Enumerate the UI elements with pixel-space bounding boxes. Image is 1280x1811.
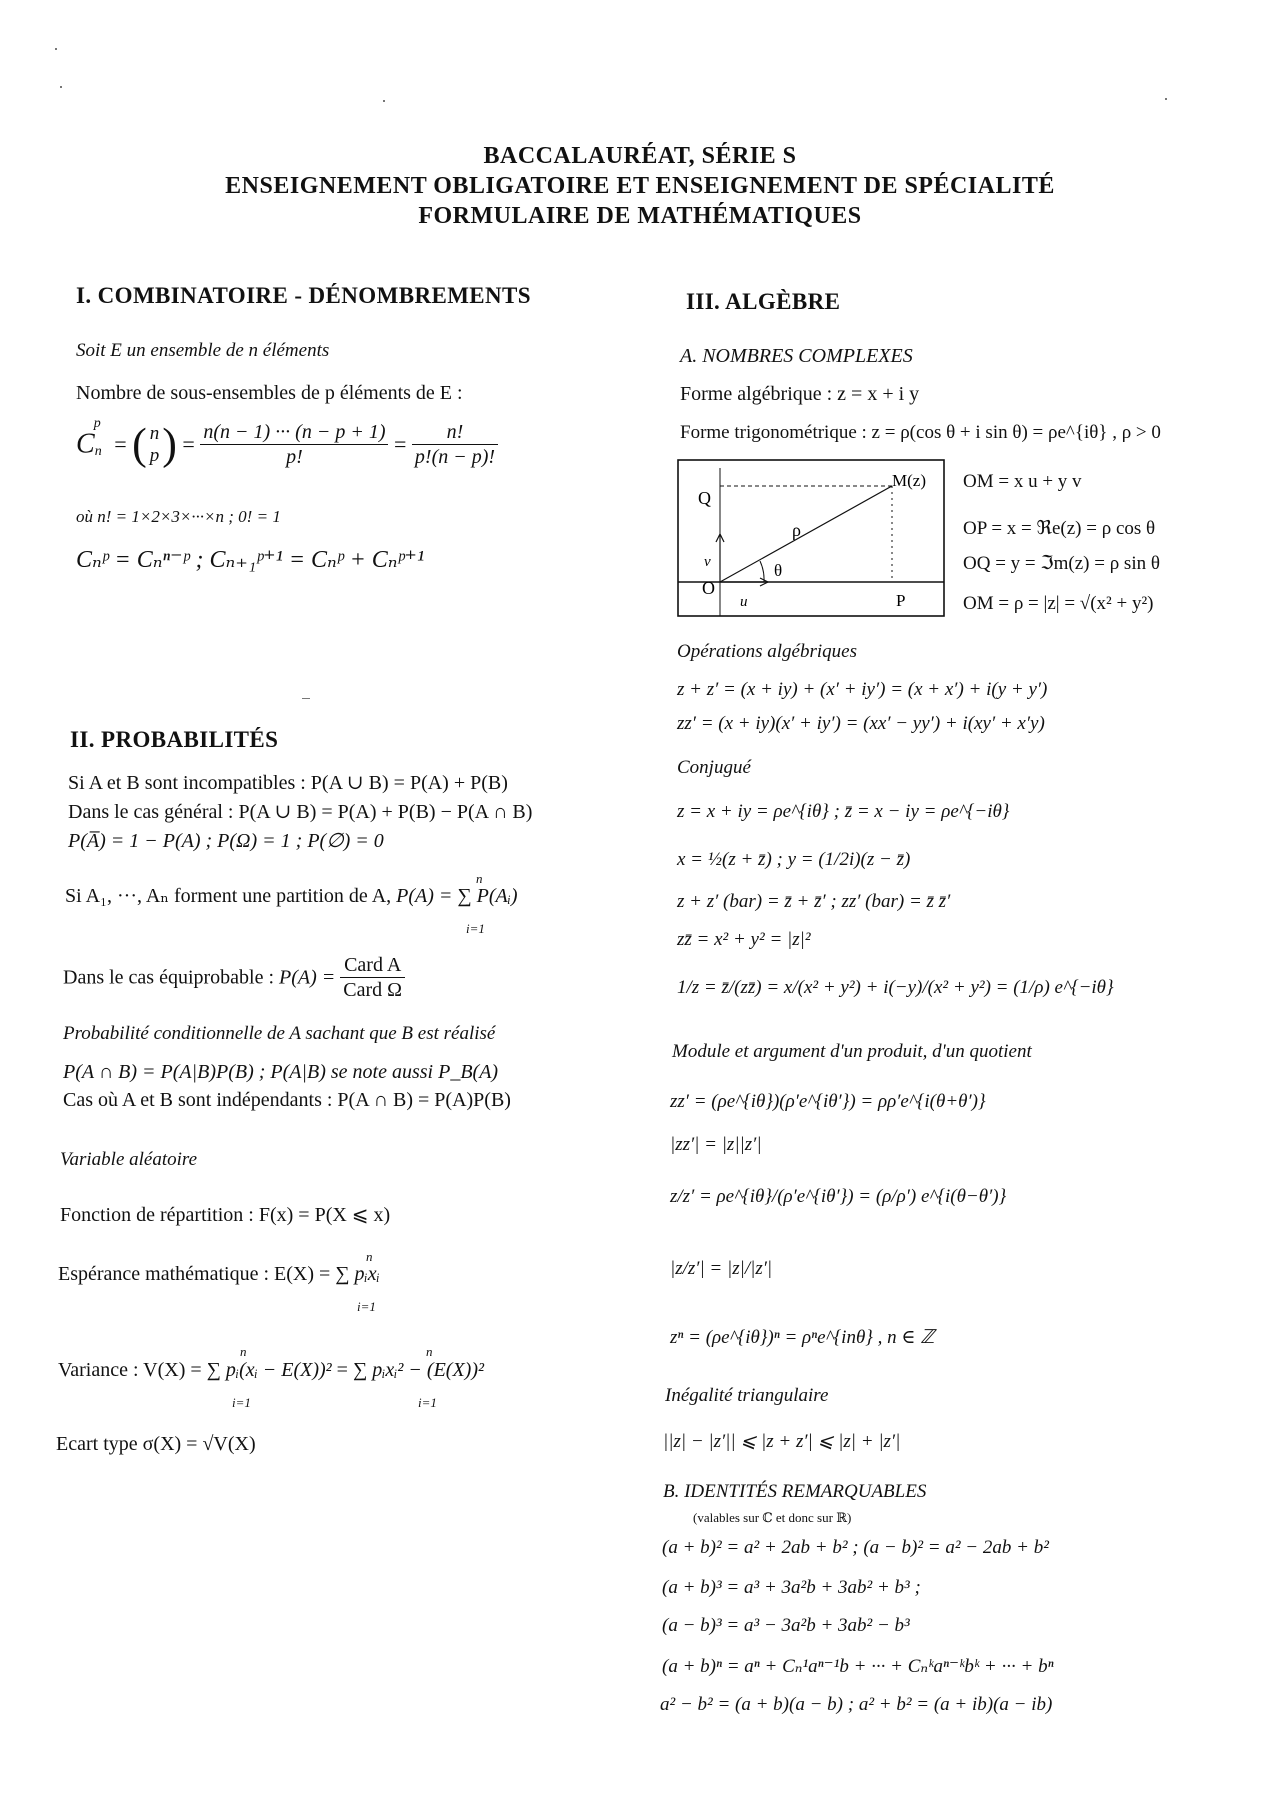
- header-line-3: FORMULAIRE DE MATHÉMATIQUES: [418, 203, 862, 229]
- variance-sum1-bottom: i=1: [232, 1395, 251, 1410]
- prob-conditional-formula: P(A ∩ B) = P(A|B)P(B) ; P(A|B) se note aussi P_B(A): [63, 1061, 499, 1083]
- label-v: v: [704, 554, 711, 570]
- prob-conditional-title: Probabilité conditionnelle de A sachant que B est réalisé: [63, 1023, 496, 1044]
- section-algebre-title: III. ALGÈBRE: [686, 289, 841, 314]
- equiprob-lhs: P(A) =: [279, 966, 336, 989]
- label-rho: ρ: [792, 520, 801, 540]
- section-combinatoire-title: I. COMBINATOIRE - DÉNOMBREMENTS: [76, 283, 531, 308]
- esperance-sum-bottom: i=1: [357, 1299, 376, 1314]
- complexes-title: A. NOMBRES COMPLEXES: [680, 345, 913, 367]
- esperance-formula: ∑ pᵢxᵢ: [335, 1263, 380, 1285]
- identites-note: (valables sur ℂ et donc sur ℝ): [693, 1510, 852, 1525]
- conjugate-x-y: x = ½(z + z̄) ; y = (1/2i)(z − z̄): [677, 849, 911, 870]
- prob-ecart-type: Ecart type σ(X) = √V(X): [56, 1433, 256, 1455]
- cnp-denominator-1: p!: [286, 446, 303, 468]
- conjugate-inverse: 1/z = z̄/(zz̄) = x/(x² + y²) + i(−y)/(x² + y²) = (1/ρ) e^{−iθ}: [677, 977, 1114, 998]
- scan-speck: [55, 48, 57, 50]
- identity-square: (a + b)² = a² + 2ab + b² ; (a − b)² = a² − 2ab + b²: [662, 1537, 1049, 1558]
- prob-general: Dans le cas général : P(A ∪ B) = P(A) + P(B) − P(A ∩ B): [68, 801, 533, 823]
- conjugate-norm: zz̄ = x² + y² = |z|²: [677, 929, 811, 950]
- complex-plane-diagram: [676, 458, 946, 620]
- cnp-symmetry: Cₙᵖ = Cₙⁿ⁻ᵖ ; Cₙ₊₁ᵖ⁺¹ = Cₙᵖ + Cₙᵖ⁺¹: [76, 547, 425, 573]
- label-theta: θ: [774, 561, 783, 580]
- om-segment: [720, 486, 892, 582]
- ops-title: Opérations algébriques: [677, 641, 857, 662]
- combinatoire-intro: Soit E un ensemble de n éléments: [76, 340, 330, 361]
- prob-va-title: Variable aléatoire: [60, 1149, 198, 1170]
- prob-independent: Cas où A et B sont indépendants : P(A ∩ B) = P(A)P(B): [63, 1089, 511, 1111]
- ops-product: zz′ = (x + iy)(x′ + iy′) = (xx′ − yy′) + i(xy′ + x′y): [677, 713, 1045, 734]
- oq-formula: OQ = y = ℑm(z) = ρ sin θ: [963, 553, 1160, 574]
- identity-cube-minus: (a − b)³ = a³ − 3a²b + 3ab² − b³: [662, 1615, 910, 1636]
- om-vector-formula: OM = x u + y v: [963, 471, 1082, 492]
- variance-sum1-top: n: [240, 1344, 247, 1359]
- cnp-formula: $C_n^p$ = ( n p ) = $\frac{n(n - 1) \cdot\cdot\cdot (n - p + 1)}{p!}$ = $\frac{n!}{p!(n - p)!}$: [76, 420, 498, 482]
- prob-incompatible: Si A et B sont incompatibles : P(A ∪ B) = P(A) + P(B): [68, 772, 508, 794]
- cnp-numerator-1: n(n − 1) ··· (n − p + 1): [200, 420, 388, 445]
- module-abs-product: |zz′| = |z||z′|: [670, 1134, 762, 1155]
- variance-part1: ∑ pᵢ(xᵢ − E(X))²: [206, 1359, 332, 1381]
- label-p: P: [896, 591, 906, 610]
- variance-text: Variance : V(X) =: [58, 1359, 202, 1381]
- forme-algebrique: Forme algébrique : z = x + i y: [680, 383, 920, 405]
- scan-speck: [302, 698, 310, 699]
- cnp-numerator-2: n!: [412, 420, 498, 445]
- cnp-denominator-2: p!(n − p)!: [414, 446, 496, 468]
- label-u: u: [740, 594, 748, 610]
- section-probabilites-title: II. PROBABILITÉS: [70, 727, 279, 752]
- scan-speck: [383, 100, 385, 102]
- om-modulus-formula: OM = ρ = |z| = √(x² + y²): [963, 593, 1154, 614]
- ops-sum: z + z′ = (x + iy) + (x′ + iy′) = (x + x′) + i(y + y′): [677, 679, 1048, 700]
- equiprob-text: Dans le cas équiprobable :: [63, 966, 275, 989]
- identites-title: B. IDENTITÉS REMARQUABLES: [663, 1481, 927, 1502]
- prob-complement: P(A̅) = 1 − P(A) ; P(Ω) = 1 ; P(∅) = 0: [68, 830, 384, 852]
- equiprob-numerator: Card A: [340, 953, 405, 978]
- conjugate-title: Conjugué: [677, 757, 751, 778]
- partition-sum-bottom: i=1: [466, 921, 485, 936]
- variance-sum2-top: n: [426, 1344, 433, 1359]
- module-power: zⁿ = (ρe^{iθ})ⁿ = ρⁿe^{inθ} , n ∈ ℤ: [670, 1327, 935, 1348]
- module-abs-quotient: |z/z′| = |z|/|z′|: [670, 1258, 773, 1279]
- header-line-2: ENSEIGNEMENT OBLIGATOIRE ET ENSEIGNEMENT DE SPÉCIALITÉ: [225, 173, 1055, 199]
- equiprob-denominator: Card Ω: [343, 979, 403, 1001]
- prob-partition: [65, 884, 518, 908]
- label-m: M(z): [892, 471, 926, 490]
- identity-difference-squares: a² − b² = (a + b)(a − b) ; a² + b² = (a + ib)(a − ib): [660, 1694, 1053, 1715]
- esperance-text: Espérance mathématique : E(X) =: [58, 1263, 331, 1285]
- scan-speck: [1165, 98, 1167, 100]
- module-quotient: z/z′ = ρe^{iθ}/(ρ′e^{iθ′}) = (ρ/ρ′) e^{i(θ−θ′)}: [670, 1186, 1007, 1207]
- prob-partition-formula: P(A) = ∑ P(Aᵢ): [396, 885, 518, 907]
- variance-equal: =: [336, 1359, 348, 1381]
- identity-cube-plus: (a + b)³ = a³ + 3a²b + 3ab² + b³ ;: [662, 1577, 921, 1598]
- prob-variance: [58, 1358, 484, 1382]
- combinatoire-count-text: Nombre de sous-ensembles de p éléments de E :: [76, 382, 463, 404]
- module-argument-title: Module et argument d'un produit, d'un quotient: [672, 1041, 1032, 1062]
- header-line-1: BACCALAURÉAT, SÉRIE S: [483, 143, 797, 169]
- variance-part2: ∑ pᵢxᵢ² − (E(X))²: [352, 1359, 484, 1381]
- variance-sum2-bottom: i=1: [418, 1395, 437, 1410]
- label-o: O: [702, 578, 715, 598]
- op-formula: OP = x = ℜe(z) = ρ cos θ: [963, 518, 1156, 539]
- prob-esperance: [58, 1262, 380, 1286]
- prob-equiprobable: [63, 953, 405, 1013]
- prob-partition-text: Si A₁, ···, Aₙ forment une partition de A,: [65, 885, 392, 907]
- triangle-inequality-title: Inégalité triangulaire: [665, 1385, 829, 1406]
- factorial-definition: où n! = 1×2×3×···×n ; 0! = 1: [76, 507, 281, 526]
- cnp-symbol: C: [76, 428, 95, 460]
- partition-sum-top: n: [476, 871, 483, 886]
- label-q: Q: [698, 488, 711, 508]
- conjugate-properties: z + z′ (bar) = z̄ + z̄′ ; zz′ (bar) = z̄ z̄′: [677, 891, 951, 912]
- identity-binomial: (a + b)ⁿ = aⁿ + Cₙ¹aⁿ⁻¹b + ··· + Cₙᵏaⁿ⁻ᵏbᵏ + ··· + bⁿ: [662, 1656, 1054, 1677]
- module-product: zz′ = (ρe^{iθ})(ρ′e^{iθ′}) = ρρ′e^{i(θ+θ′)}: [670, 1091, 986, 1112]
- conjugate-definition: z = x + iy = ρe^{iθ} ; z̄ = x − iy = ρe^{−iθ}: [677, 801, 1010, 822]
- scan-speck: [60, 86, 62, 88]
- esperance-sum-top: n: [366, 1249, 373, 1264]
- forme-trigonometrique: Forme trigonométrique : z = ρ(cos θ + i sin θ) = ρe^{iθ} , ρ > 0: [680, 422, 1161, 443]
- triangle-inequality: ||z| − |z′|| ⩽ |z + z′| ⩽ |z| + |z′|: [663, 1431, 901, 1452]
- prob-repartition: Fonction de répartition : F(x) = P(X ⩽ x): [60, 1204, 391, 1226]
